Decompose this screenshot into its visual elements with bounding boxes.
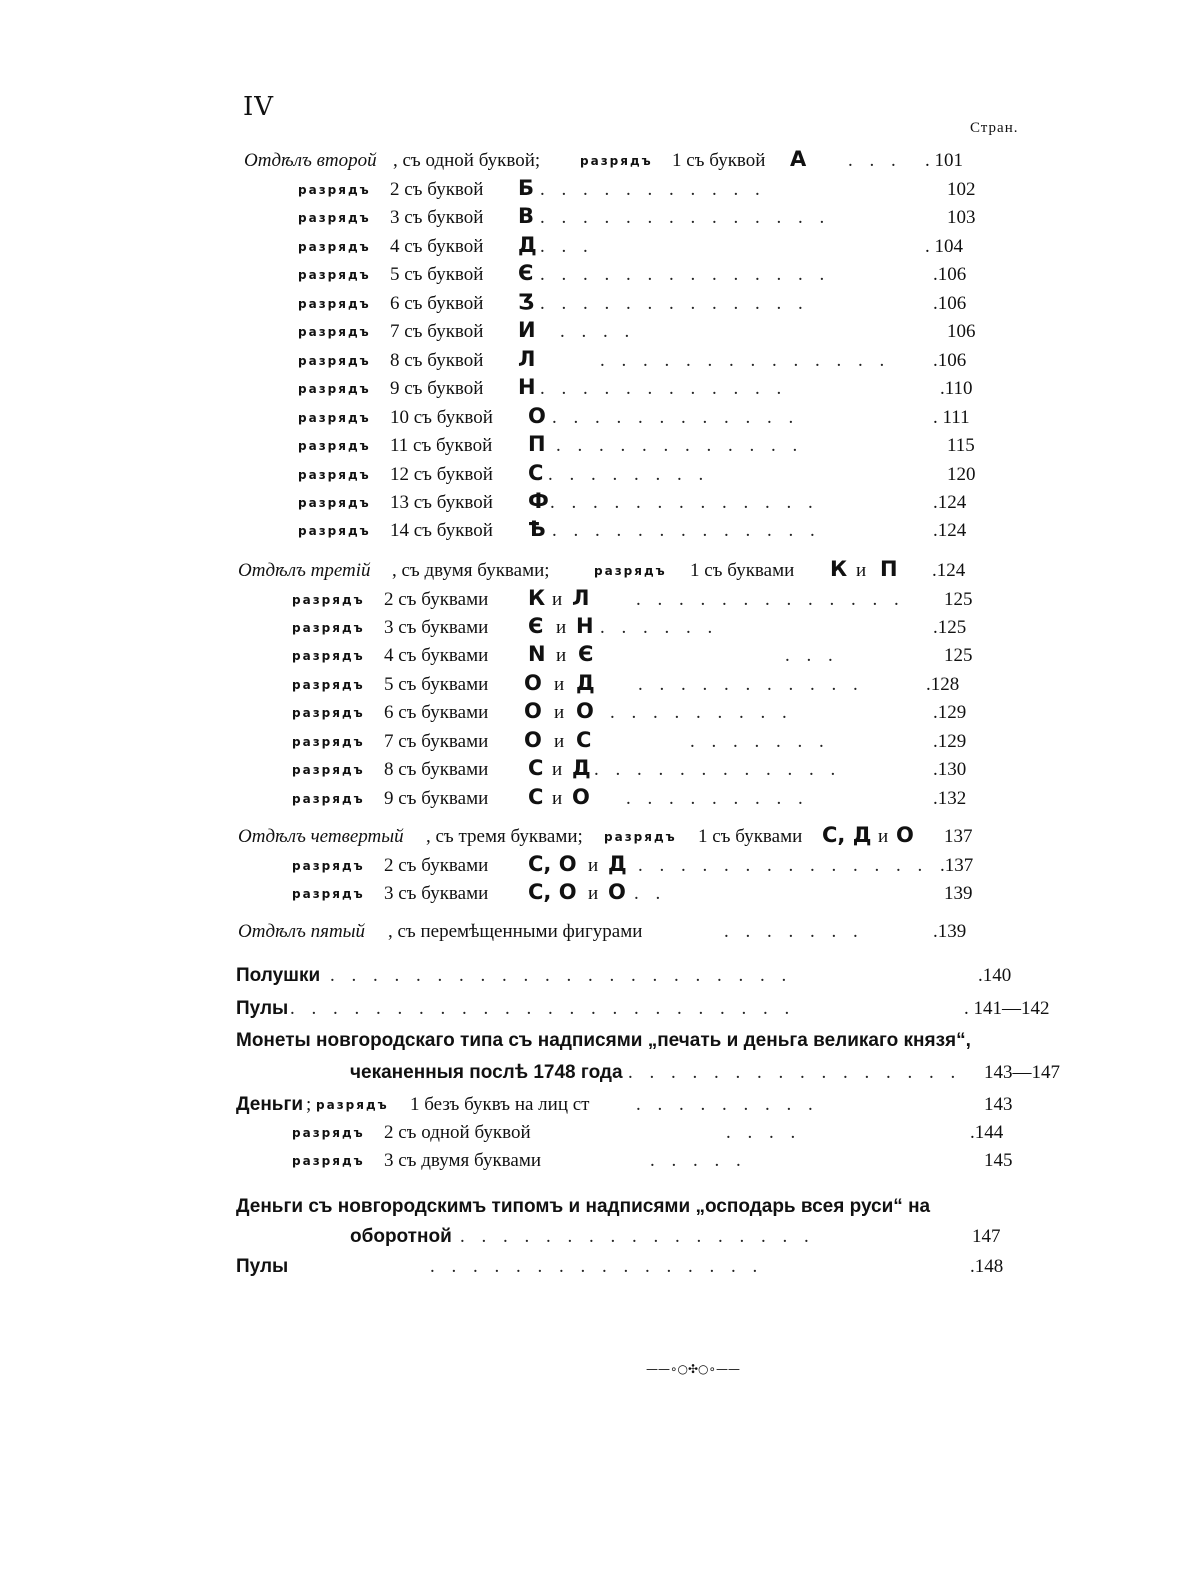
leader-dots: . . . . . . . . . (626, 788, 809, 809)
rank-label: разрядъ (292, 887, 365, 901)
rank-label: разрядъ (292, 763, 365, 777)
toc-entry (0, 147, 1191, 178)
letter-glyph: Є (578, 642, 594, 666)
toc-entry (0, 233, 1191, 264)
rank-label: разрядъ (298, 183, 371, 197)
rank-label: разрядъ (292, 706, 365, 720)
leader-dots: . . . . . . . . . . . . . . . . . . . . . . . . (290, 998, 796, 1019)
rank-label: разрядъ (292, 735, 365, 749)
entry-text: , съ одной буквой; (393, 150, 541, 171)
conjunction: и (878, 826, 889, 847)
leader-dots: . . . . . . . . . . . . . . (638, 855, 929, 876)
page-ref: .139 (933, 921, 967, 942)
leader-dots: . . . . . . . . . (610, 702, 793, 723)
page-ref: .124 (933, 492, 967, 513)
letter-glyph: С, О (528, 880, 577, 904)
leader-dots: . . . (785, 645, 839, 666)
leader-dots: . . . . . . . . . . . (540, 179, 766, 200)
toc-entry (0, 785, 1191, 816)
letter-glyph: О (524, 671, 542, 695)
letter-glyph: С (576, 728, 592, 752)
rank-label: разрядъ (316, 1098, 389, 1112)
letter-glyph: Д (608, 852, 627, 876)
entry-text: 3 съ двумя буквами (384, 1150, 542, 1171)
entry-text: 8 съ буквами (384, 759, 489, 780)
entry-text: 2 съ одной буквой (384, 1122, 531, 1143)
entry-text: 2 съ буквами (384, 855, 489, 876)
rank-label: разрядъ (298, 297, 371, 311)
leader-dots: . . . . (560, 321, 636, 342)
toc-entry (0, 1062, 1191, 1090)
conjunction: и (856, 560, 867, 581)
toc-entry (0, 176, 1191, 207)
rank-label: разрядъ (298, 382, 371, 396)
conjunction: и (588, 855, 599, 876)
letter-glyph: Л (518, 347, 536, 371)
toc-entry (0, 921, 1191, 949)
page-ref: .140 (978, 965, 1012, 986)
letter-glyph: С (528, 756, 544, 780)
entry-text: 7 съ буквой (390, 321, 484, 342)
entry-text: 9 съ буквами (384, 788, 489, 809)
letter-glyph: Є (518, 261, 534, 285)
section-title: Отдѣлъ пятый (238, 921, 366, 942)
page-ref: .130 (933, 759, 967, 780)
page-ref: .148 (970, 1256, 1004, 1277)
section-title: Отдѣлъ второй (244, 150, 377, 171)
toc-entry (0, 461, 1191, 492)
letter-glyph: Н (518, 375, 536, 399)
conjunction: и (552, 589, 563, 610)
toc-entry (0, 1030, 1191, 1058)
section-title: Отдѣлъ четвертый (238, 826, 404, 847)
coin-title: чеканенныя послѣ 1748 года (350, 1062, 623, 1083)
entry-text: 13 съ буквой (390, 492, 493, 513)
letter-glyph: Д (572, 756, 591, 780)
toc-entry (0, 965, 1191, 993)
conjunction: и (552, 759, 563, 780)
rank-label: разрядъ (298, 439, 371, 453)
entry-text: , съ тремя буквами; (426, 826, 583, 847)
letter-glyph: Ф (528, 489, 549, 513)
toc-entry (0, 756, 1191, 787)
page-ref: . 111 (933, 407, 970, 428)
letter-glyph: С (528, 785, 544, 809)
leader-dots: . . . . . . . . . . . . . . . . (628, 1062, 962, 1083)
conjunction: и (554, 702, 565, 723)
rank-label: разрядъ (292, 621, 365, 635)
conjunction: и (556, 645, 567, 666)
entry-text: 4 съ буквой (390, 236, 484, 257)
rank-label: разрядъ (604, 830, 677, 844)
letter-glyph: Д (576, 671, 595, 695)
coin-title: Пулы (236, 998, 289, 1019)
leader-dots: . . . . . . . . . . . . . . . . . . . . . . (330, 965, 793, 986)
rank-label: разрядъ (298, 268, 371, 282)
page-ref: .110 (940, 378, 973, 399)
toc-entry (0, 642, 1191, 673)
letter-glyph: О (528, 404, 546, 428)
letter-glyph: С, О (528, 852, 577, 876)
toc-entry (0, 347, 1191, 378)
page-ref: 120 (947, 464, 976, 485)
entry-text: , съ перемѣщенными фигурами (388, 921, 643, 942)
entry-text: 9 съ буквой (390, 378, 484, 399)
toc-entry (0, 557, 1191, 588)
toc-entry (0, 1226, 1191, 1254)
page-ref: 137 (944, 826, 973, 847)
letter-glyph: Ʒ (518, 290, 535, 314)
page-ref: 115 (947, 435, 975, 456)
entry-text: 14 съ буквой (390, 520, 493, 541)
toc-entry (0, 290, 1191, 321)
page-ref: 103 (947, 207, 976, 228)
leader-dots: . . . . . . . . . (636, 1094, 819, 1115)
page-ref: .106 (933, 350, 967, 371)
letter-glyph: П (880, 557, 898, 581)
coin-title: Деньги съ новгородскимъ типомъ и надписями „осподарь всея руси“ на (236, 1196, 931, 1217)
leader-dots: . . . . . . (600, 617, 719, 638)
leader-dots: . . . . . . . . . . . . . . (540, 264, 831, 285)
toc-entry (0, 728, 1191, 759)
page-ref: 102 (947, 179, 976, 200)
rank-label: разрядъ (594, 564, 667, 578)
page-ref: 143 (984, 1094, 1013, 1115)
page-ref: .128 (926, 674, 960, 695)
entry-text: 8 съ буквой (390, 350, 484, 371)
entry-text: 2 съ буквами (384, 589, 489, 610)
leader-dots: . . . . . . . . . . . . . (550, 492, 819, 513)
letter-glyph: О (608, 880, 626, 904)
entry-text: 3 съ буквами (384, 883, 489, 904)
entry-text: 5 съ буквами (384, 674, 489, 695)
column-label: Стран. (970, 120, 1019, 136)
rank-label: разрядъ (292, 593, 365, 607)
leader-dots: . . . . . . . (724, 921, 864, 942)
page-ref: . 101 (925, 150, 963, 171)
rank-label: разрядъ (298, 354, 371, 368)
toc-entry (0, 318, 1191, 349)
entry-text: 3 съ буквой (390, 207, 484, 228)
page-ref: .125 (933, 617, 967, 638)
toc-entry (0, 852, 1191, 883)
page-ref: 143—147 (984, 1062, 1060, 1083)
entry-text: 7 съ буквами (384, 731, 489, 752)
rank-label: разрядъ (298, 468, 371, 482)
rank-label: разрядъ (292, 1126, 365, 1140)
letter-glyph: О (572, 785, 590, 809)
letter-glyph: В (518, 204, 535, 228)
leader-dots: . . . (540, 236, 594, 257)
entry-text: 6 съ буквами (384, 702, 489, 723)
leader-dots: . . . . . . . . . . . . . . . . (430, 1256, 764, 1277)
coin-title: Деньги (236, 1094, 304, 1115)
coin-title: оборотной (350, 1226, 452, 1247)
toc-entry (0, 671, 1191, 702)
page-ref: . 141—142 (964, 998, 1050, 1019)
rank-label: разрядъ (292, 792, 365, 806)
toc-entry (0, 1094, 1191, 1122)
page-ref: .132 (933, 788, 967, 809)
toc-entry (0, 998, 1191, 1026)
page-ref: 145 (984, 1150, 1013, 1171)
letter-glyph: О (896, 823, 914, 847)
page-ref: 106 (947, 321, 976, 342)
ornament-divider: ——∘○✣○∘—— (646, 1362, 741, 1376)
letter-glyph: Є (528, 614, 544, 638)
toc-entry (0, 586, 1191, 617)
entry-text: 5 съ буквой (390, 264, 484, 285)
coin-title: Полушки (236, 965, 321, 986)
leader-dots: . . . . . . . . . . . . (552, 407, 800, 428)
letter-glyph: N (528, 642, 546, 666)
letter-glyph: И (518, 318, 536, 342)
rank-label: разрядъ (298, 240, 371, 254)
letter-glyph: С (528, 461, 544, 485)
entry-text: 6 съ буквой (390, 293, 484, 314)
entry-text: 10 съ буквой (390, 407, 493, 428)
entry-text: 1 съ буквами (698, 826, 803, 847)
leader-dots: . . . . . . . . . . . . . . (540, 207, 831, 228)
letter-glyph: О (524, 728, 542, 752)
toc-entry (0, 699, 1191, 730)
page-ref: 147 (972, 1226, 1001, 1247)
entry-text: , съ двумя буквами; (392, 560, 550, 581)
entry-text: ; (306, 1094, 312, 1115)
page-ref: 139 (944, 883, 973, 904)
page-ref: .129 (933, 702, 967, 723)
conjunction: и (554, 731, 565, 752)
entry-text: 1 безъ буквъ на лиц ст (410, 1094, 590, 1115)
page-ref: .124 (933, 520, 967, 541)
section-title: Отдѣлъ третій (238, 560, 371, 581)
rank-label: разрядъ (298, 411, 371, 425)
letter-glyph: Н (576, 614, 594, 638)
page-ref: .124 (932, 560, 966, 581)
toc-entry (0, 1150, 1191, 1178)
letter-glyph: А (790, 147, 807, 171)
leader-dots: . . . (848, 150, 902, 171)
letter-glyph: Д (518, 233, 537, 257)
page-ref: . 104 (925, 236, 963, 257)
letter-glyph: О (524, 699, 542, 723)
toc-entry (0, 432, 1191, 463)
coin-title: Монеты новгородскаго типа съ надписями „печать и деньга великаго князя“, (236, 1030, 971, 1051)
rank-label: разрядъ (298, 211, 371, 225)
rank-label: разрядъ (292, 1154, 365, 1168)
conjunction: и (556, 617, 567, 638)
leader-dots: . . . . . . . (690, 731, 830, 752)
rank-label: разрядъ (292, 649, 365, 663)
rank-label: разрядъ (298, 325, 371, 339)
page-ref: .129 (933, 731, 967, 752)
letter-glyph: О (576, 699, 594, 723)
page-ref: .144 (970, 1122, 1004, 1143)
toc-entry (0, 823, 1191, 854)
leader-dots: . . . . . . . . . . . . . . . . . (460, 1226, 815, 1247)
entry-text: 2 съ буквой (390, 179, 484, 200)
leader-dots: . . . . . . . . . . . . . . (600, 350, 891, 371)
entry-text: 12 съ буквой (390, 464, 493, 485)
toc-entry (0, 204, 1191, 235)
letter-glyph: Л (572, 586, 590, 610)
toc-entry (0, 1122, 1191, 1150)
entry-text: 1 съ буквами (690, 560, 795, 581)
toc-entry (0, 261, 1191, 292)
leader-dots: . . . . (726, 1122, 802, 1143)
letter-glyph: К (830, 557, 848, 581)
letter-glyph: Ѣ (528, 517, 546, 541)
leader-dots: . . (634, 883, 667, 904)
letter-glyph: С, Д (822, 823, 872, 847)
leader-dots: . . . . . (650, 1150, 747, 1171)
toc-entry (0, 880, 1191, 911)
conjunction: и (552, 788, 563, 809)
rank-label: разрядъ (298, 496, 371, 510)
page-ref: 125 (944, 589, 973, 610)
leader-dots: . . . . . . . . . . . . . (636, 589, 905, 610)
toc-entry (0, 375, 1191, 406)
letter-glyph: К (528, 586, 546, 610)
entry-text: 3 съ буквами (384, 617, 489, 638)
conjunction: и (588, 883, 599, 904)
toc-entry (0, 404, 1191, 435)
leader-dots: . . . . . . . . . . . . . (552, 520, 821, 541)
conjunction: и (554, 674, 565, 695)
entry-text: 4 съ буквами (384, 645, 489, 666)
page-ref: .106 (933, 293, 967, 314)
leader-dots: . . . . . . . . . . . . (594, 759, 842, 780)
toc-entry (0, 517, 1191, 548)
entry-text: 1 съ буквой (672, 150, 766, 171)
leader-dots: . . . . . . . . (548, 464, 710, 485)
leader-dots: . . . . . . . . . . . . (556, 435, 804, 456)
leader-dots: . . . . . . . . . . . (638, 674, 864, 695)
page-ref: .106 (933, 264, 967, 285)
page-number: IV (243, 92, 275, 122)
toc-entry (0, 1256, 1191, 1284)
entry-text: 11 съ буквой (390, 435, 493, 456)
leader-dots: . . . . . . . . . . . . (540, 378, 788, 399)
coin-title: Пулы (236, 1256, 289, 1277)
toc-entry (0, 614, 1191, 645)
rank-label: разрядъ (292, 859, 365, 873)
rank-label: разрядъ (298, 524, 371, 538)
rank-label: разрядъ (292, 678, 365, 692)
letter-glyph: П (528, 432, 546, 456)
page-ref: 125 (944, 645, 973, 666)
rank-label: разрядъ (580, 154, 653, 168)
leader-dots: . . . . . . . . . . . . . (540, 293, 809, 314)
letter-glyph: Б (518, 176, 535, 200)
page-ref: .137 (940, 855, 974, 876)
toc-entry (0, 1196, 1191, 1224)
toc-entry (0, 489, 1191, 520)
